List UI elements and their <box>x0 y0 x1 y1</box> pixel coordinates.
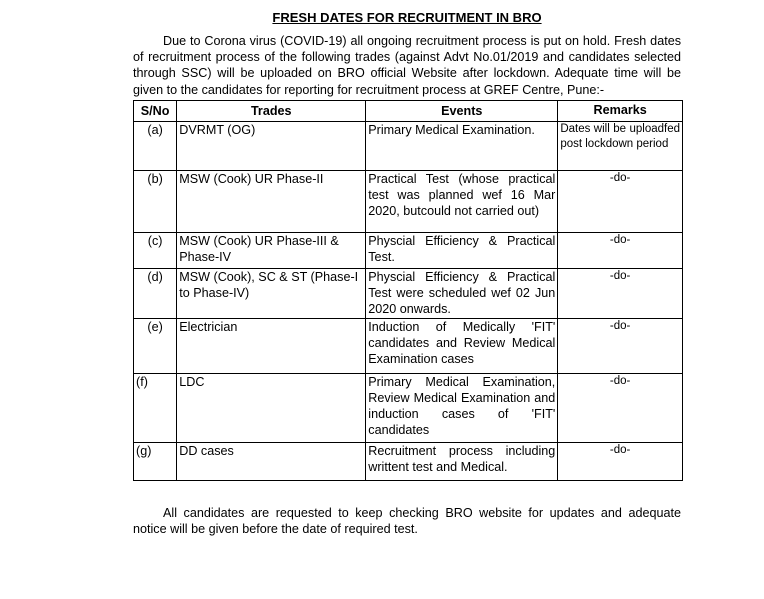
intro-paragraph: Due to Corona virus (COVID-19) all ongoing recruitment process is put on hold. Fresh dates of recruitment process of the following trades (against Advt No.01/2019 and candidates selected through SSC) will be uploaded on BRO official Website after lockdown. Adequate time will be given to the candidates for reporting for recruitment process at GREF Centre, Pune:- <box>133 34 681 97</box>
row-remark: -do- <box>558 232 683 268</box>
table-row <box>134 318 683 373</box>
row-sno: (c) <box>134 232 177 268</box>
row-remark: -do- <box>558 442 683 480</box>
header-trades: Trades <box>177 100 366 121</box>
row-sno: (d) <box>134 268 177 318</box>
row-remark: -do- <box>558 268 683 318</box>
row-event: Physcial Efficiency & Practical Test. <box>366 232 558 268</box>
row-remark: -do- <box>558 373 683 442</box>
row-trade: LDC <box>177 373 366 442</box>
row-remark: -do- <box>558 318 683 373</box>
row-event: Induction of Medically 'FIT' candidates and Review Medical Examination cases <box>366 318 558 373</box>
row-event: Practical Test (whose practical test was planned wef 16 Mar 2020, butcould not carried out) <box>366 170 558 232</box>
row-sno: (f) <box>134 373 177 442</box>
row-event: Physcial Efficiency & Practical Test were scheduled wef 02 Jun 2020 onwards. <box>366 268 558 318</box>
row-event: Primary Medical Examination. <box>366 121 558 170</box>
row-trade: MSW (Cook), SC & ST (Phase-I to Phase-IV) <box>177 268 366 318</box>
row-event: Primary Medical Examination, Review Medical Examination and induction cases of 'FIT' candidates <box>366 373 558 442</box>
row-trade: DD cases <box>177 442 366 480</box>
table-row <box>134 442 683 480</box>
row-trade: MSW (Cook) UR Phase-II <box>177 170 366 232</box>
row-sno: (g) <box>134 442 177 480</box>
notice-document <box>133 10 681 550</box>
table-row <box>134 170 683 232</box>
header-events: Events <box>366 100 558 121</box>
table-row <box>134 268 683 318</box>
header-sno: S/No <box>134 100 177 121</box>
row-sno: (a) <box>134 121 177 170</box>
recruitment-table <box>133 100 683 481</box>
footer-paragraph: All candidates are requested to keep checking BRO website for updates and adequate notice will be given before the date of required test. <box>133 505 681 537</box>
row-remark: Dates will be uploadfed post lockdown period <box>558 121 683 170</box>
row-sno: (e) <box>134 318 177 373</box>
row-trade: DVRMT (OG) <box>177 121 366 170</box>
row-remark: -do- <box>558 170 683 232</box>
row-trade: Electrician <box>177 318 366 373</box>
header-remarks: Remarks <box>558 100 683 121</box>
row-sno: (b) <box>134 170 177 232</box>
table-row <box>134 121 683 170</box>
table-row <box>134 232 683 268</box>
row-event: Recruitment process including writtent test and Medical. <box>366 442 558 480</box>
row-trade: MSW (Cook) UR Phase-III & Phase-IV <box>177 232 366 268</box>
table-row <box>134 373 683 442</box>
notice-title: FRESH DATES FOR RECRUITMENT IN BRO <box>272 10 542 25</box>
table-header-row <box>134 100 683 121</box>
